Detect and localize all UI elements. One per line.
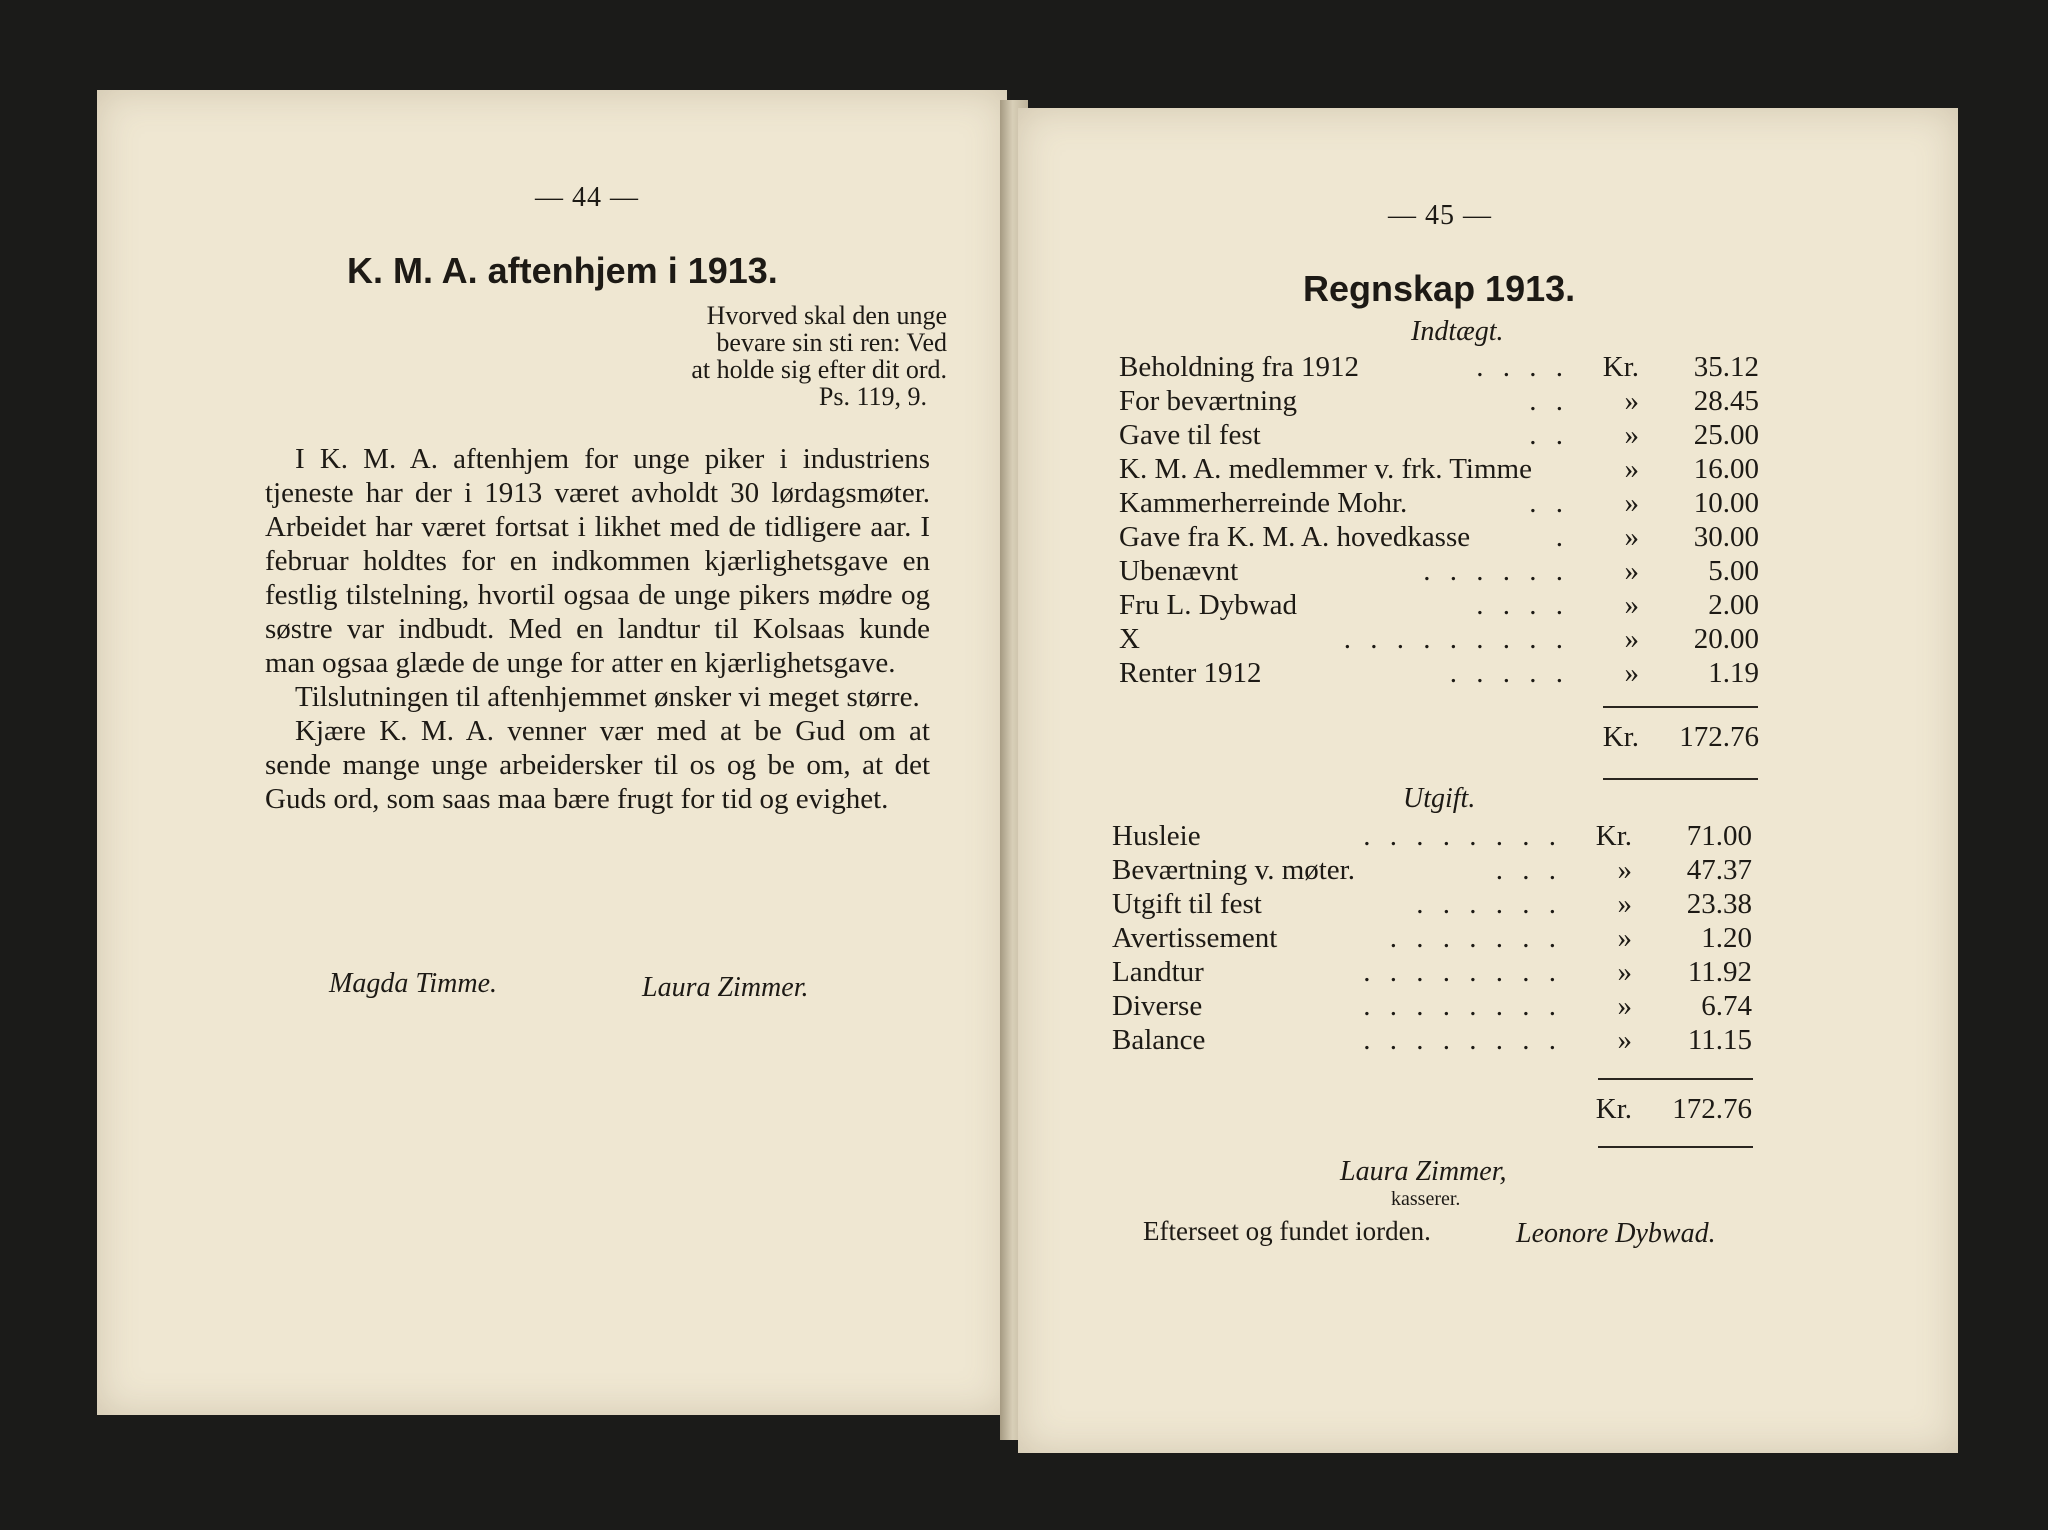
currency: » bbox=[1624, 589, 1639, 621]
amount: 10.00 bbox=[1693, 487, 1759, 519]
amount: 47.37 bbox=[1686, 854, 1752, 886]
leader-dots: . . bbox=[1529, 385, 1569, 417]
leader-dots: . . bbox=[1529, 419, 1569, 451]
ledger-label: Husleie bbox=[1112, 820, 1201, 852]
expense-heading: Utgift. bbox=[1403, 783, 1476, 814]
currency: » bbox=[1617, 990, 1632, 1022]
ledger-label: Renter 1912 bbox=[1119, 657, 1262, 689]
leader-dots: . . . . . . . . bbox=[1363, 1024, 1562, 1056]
left-page bbox=[97, 90, 1007, 1415]
leader-dots: . . . . bbox=[1476, 589, 1569, 621]
leader-dots: . . . . . . bbox=[1416, 888, 1562, 920]
income-total bbox=[1119, 721, 1759, 755]
ledger-row bbox=[1119, 453, 1759, 487]
amount: 25.00 bbox=[1693, 419, 1759, 451]
cashier-signature: Laura Zimmer, bbox=[1340, 1156, 1507, 1187]
ledger-label: Diverse bbox=[1112, 990, 1203, 1022]
amount: 1.20 bbox=[1701, 922, 1752, 954]
leader-dots: . . . bbox=[1495, 854, 1562, 886]
ledger-label: Fru L. Dybwad bbox=[1119, 589, 1298, 621]
motto-line: Hvorved skal den unge bbox=[706, 301, 947, 330]
ledger-row bbox=[1119, 623, 1759, 657]
income-total-underline bbox=[1603, 778, 1758, 780]
ledger-label: Landtur bbox=[1112, 956, 1204, 988]
amount: 1.19 bbox=[1708, 657, 1759, 689]
paragraph: I K. M. A. aftenhjem for unge piker i industriens tjeneste har der i 1913 været avholdt 30 lørdagsmøter. Arbeidet har været fortsat i likhet med de tidligere aar. I februar holdtes for en indkommen kjærlighetsgave en festlig tilstelning, hvortil ogsaa de unge pikers mødre og søstre var indbudt. Med en landtur til Kolsaas kunde man ogsaa glæde de unge for atter en kjærlighetsgave. bbox=[265, 443, 930, 679]
income-table bbox=[1119, 351, 1759, 751]
body-text bbox=[265, 442, 930, 816]
expense-total-rule bbox=[1598, 1078, 1753, 1080]
leader-dots: . . . . . . . . bbox=[1363, 820, 1562, 852]
amount: 11.92 bbox=[1687, 956, 1752, 988]
leader-dots: . . . . . . . bbox=[1389, 922, 1562, 954]
ledger-row bbox=[1112, 888, 1752, 922]
right-page bbox=[1018, 108, 1958, 1453]
currency: » bbox=[1624, 623, 1639, 655]
ledger-label: Beholdning fra 1912 bbox=[1119, 351, 1360, 383]
currency: » bbox=[1617, 888, 1632, 920]
ledger-label: Beværtning v. møter. bbox=[1112, 854, 1355, 886]
ledger-row bbox=[1112, 990, 1752, 1024]
ledger-label: Gave til fest bbox=[1119, 419, 1261, 451]
ledger-row bbox=[1119, 521, 1759, 555]
leader-dots: . bbox=[1555, 521, 1569, 553]
ledger-row bbox=[1119, 351, 1759, 385]
currency: » bbox=[1617, 922, 1632, 954]
ledger-row bbox=[1112, 854, 1752, 888]
ledger-row bbox=[1112, 1024, 1752, 1058]
ledger-label: Balance bbox=[1112, 1024, 1206, 1056]
ledger-row bbox=[1119, 657, 1759, 691]
currency: » bbox=[1624, 521, 1639, 553]
currency: » bbox=[1624, 657, 1639, 689]
currency: » bbox=[1624, 487, 1639, 519]
page-number: — 45 — bbox=[1388, 200, 1492, 231]
currency: Kr. bbox=[1595, 820, 1632, 852]
ledger-row bbox=[1119, 487, 1759, 521]
ledger-label: X bbox=[1119, 623, 1140, 655]
ledger-label: Kammerherreinde Mohr. bbox=[1119, 487, 1408, 519]
leader-dots: . . . . . . bbox=[1423, 555, 1569, 587]
paragraph: Tilslutningen til aftenhjemmet ønsker vi meget større. bbox=[295, 681, 920, 713]
leader-dots: . . . . . . . . bbox=[1363, 956, 1562, 988]
ledger-label: Ubenævnt bbox=[1119, 555, 1239, 587]
amount: 11.15 bbox=[1687, 1024, 1752, 1056]
currency: » bbox=[1617, 1024, 1632, 1056]
currency: » bbox=[1624, 385, 1639, 417]
signature-1: Magda Timme. bbox=[329, 968, 497, 999]
amount: 20.00 bbox=[1693, 623, 1759, 655]
motto-line: Ps. 119, 9. bbox=[818, 382, 927, 411]
expense-total-underline bbox=[1598, 1146, 1753, 1148]
amount: 23.38 bbox=[1686, 888, 1752, 920]
amount: 28.45 bbox=[1693, 385, 1759, 417]
ledger-row bbox=[1112, 922, 1752, 956]
ledger-label: Avertissement bbox=[1112, 922, 1278, 954]
currency: Kr. bbox=[1595, 1093, 1632, 1125]
leader-dots: . . . . . bbox=[1449, 657, 1569, 689]
currency: » bbox=[1624, 555, 1639, 587]
ledger-row bbox=[1119, 555, 1759, 589]
amount: 172.76 bbox=[1679, 721, 1759, 753]
paragraph: Kjære K. M. A. venner vær med at be Gud om at sende mange unge arbeidersker til os og be om, at det Guds ord, som saas maa bære frugt for tid og evighet. bbox=[265, 715, 930, 815]
ledger-row bbox=[1112, 956, 1752, 990]
motto-line: bevare sin sti ren: Ved bbox=[716, 328, 947, 357]
ledger-label: Utgift til fest bbox=[1112, 888, 1262, 920]
signature-2: Laura Zimmer. bbox=[642, 972, 809, 1003]
ledger-label: For beværtning bbox=[1119, 385, 1298, 417]
page-number: — 44 — bbox=[535, 182, 639, 213]
currency: » bbox=[1617, 854, 1632, 886]
amount: 2.00 bbox=[1708, 589, 1759, 621]
leader-dots: . . . . . . . . bbox=[1363, 990, 1562, 1022]
amount: 30.00 bbox=[1693, 521, 1759, 553]
amount: 16.00 bbox=[1693, 453, 1759, 485]
currency: » bbox=[1624, 419, 1639, 451]
auditor-signature: Leonore Dybwad. bbox=[1516, 1218, 1716, 1249]
amount: 6.74 bbox=[1701, 990, 1752, 1022]
motto bbox=[691, 302, 947, 410]
ledger-row bbox=[1119, 385, 1759, 419]
currency: » bbox=[1624, 453, 1639, 485]
leader-dots: . . bbox=[1529, 487, 1569, 519]
amount: 5.00 bbox=[1708, 555, 1759, 587]
currency: Kr. bbox=[1602, 351, 1639, 383]
ledger-label: K. M. A. medlemmer v. frk. Timme bbox=[1119, 453, 1532, 485]
income-total-rule bbox=[1603, 706, 1758, 708]
page-title: Regnskap 1913. bbox=[1303, 268, 1576, 309]
ledger-row bbox=[1112, 820, 1752, 854]
expense-total bbox=[1112, 1093, 1752, 1127]
amount: 35.12 bbox=[1693, 351, 1759, 383]
amount: 71.00 bbox=[1686, 820, 1752, 852]
ledger-label: Gave fra K. M. A. hovedkasse bbox=[1119, 521, 1471, 553]
ledger-row bbox=[1119, 589, 1759, 623]
page-title: K. M. A. aftenhjem i 1913. bbox=[347, 250, 778, 291]
motto-line: at holde sig efter dit ord. bbox=[691, 355, 947, 384]
currency: Kr. bbox=[1602, 721, 1639, 753]
income-heading: Indtægt. bbox=[1411, 316, 1504, 347]
cashier-role: kasserer. bbox=[1391, 1188, 1461, 1210]
ledger-row bbox=[1119, 419, 1759, 453]
leader-dots: . . . . bbox=[1476, 351, 1569, 383]
audit-note: Efterseet og fundet iorden. bbox=[1143, 1216, 1431, 1246]
leader-dots: . . . . . . . . . bbox=[1343, 623, 1569, 655]
expense-table bbox=[1112, 820, 1752, 1080]
amount: 172.76 bbox=[1672, 1093, 1752, 1125]
currency: » bbox=[1617, 956, 1632, 988]
